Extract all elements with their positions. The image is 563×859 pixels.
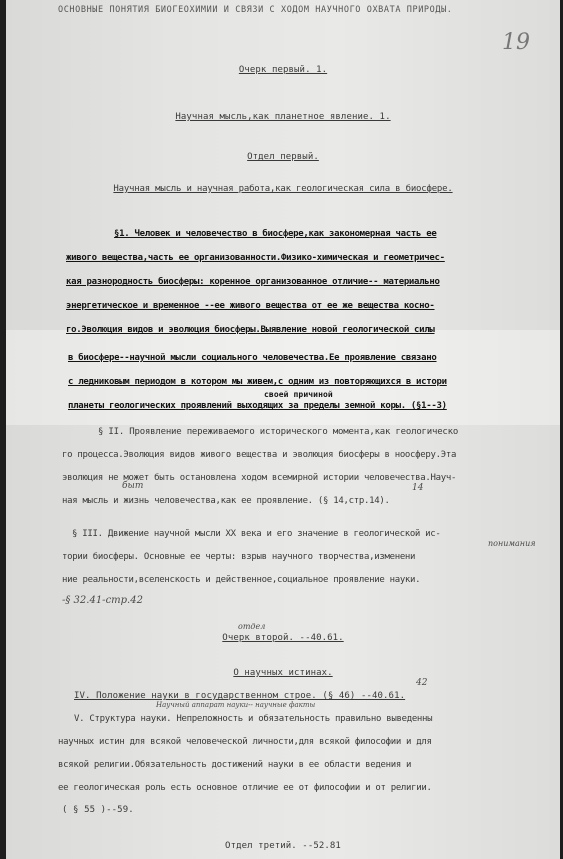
dept1-title: Отдел первый.: [247, 152, 319, 162]
scan-edge-left: [0, 0, 6, 859]
sec2-line: § II. Проявление переживаемого исторического момента,как геологическо: [98, 427, 459, 437]
sec1-line: кая разнородность биосферы: коренное организованное отличие-- материально: [66, 277, 440, 287]
sec2-insert: быт: [122, 481, 144, 491]
sec3-line: § III. Движение научной мысли XX века и его значение в геологической ис-: [72, 529, 441, 539]
document-header: ОСНОВНЫЕ ПОНЯТИЯ БИОГЕОХИМИИ И СВЯЗИ С ХОДОМ НАУЧНОГО ОХВАТА ПРИРОДЫ.: [58, 5, 453, 15]
sec3-line: ние реальности,вселенскость и действенное,социальное проявление науки.: [62, 575, 421, 585]
sec3-line: тории биосферы. Основные ее черты: взрыв научного творчества,изменени: [62, 552, 416, 562]
sec5-line: V. Структура науки. Непреложность и обязательность правильно выведенны: [74, 714, 433, 724]
essay2-subtitle: О научных истинах.: [233, 668, 333, 678]
sec2-line: эволюция не может быть остановлена ходом всемирной истории человечества.Науч-: [62, 473, 457, 483]
page-number: 19: [502, 30, 530, 55]
sec2-line: ная мысль и жизнь человечества,как ее проявление. (§ 14,стр.14).: [62, 496, 390, 506]
essay2-insert: отдел: [238, 622, 266, 631]
dept1-subtitle: Научная мысль и научная работа,как геологическая сила в биосфере.: [113, 184, 453, 194]
sec4-ref: 42: [416, 678, 428, 688]
sec2-line: го процесса.Эволюция видов живого вещества и эволюция биосферы в ноосферу.Эта: [62, 450, 457, 460]
sec1-line: энергетическое и временное --ее живого вещества от ее же вещества косно-: [66, 301, 435, 311]
sec5-line: ее геологическая роль есть основное отличие ее от философии и от религии.: [58, 783, 432, 793]
dept3-title: Отдел третий. --52.81: [225, 841, 341, 851]
sec5-insert: Научный аппарат науки-- научные факты: [156, 701, 316, 709]
sec3-insert: понимания: [488, 539, 536, 548]
sec1-line: с ледниковым периодом в котором мы живем,с одним из повторяющихся в истори: [68, 377, 447, 387]
sec1-line: планеты геологических проявлений выходящих за пределы земной коры. (§1--3): [68, 401, 447, 411]
sec5-line: ( § 55 )--59.: [62, 805, 134, 815]
sec5-line: всякой религии.Обязательность достижений науки в ее области ведения и: [58, 760, 412, 770]
essay2-title: Очерк второй. --40.61.: [222, 633, 344, 643]
sec1-line: §1. Человек и человечество в биосфере,как закономерная часть ее: [114, 229, 437, 239]
sec1-line: в биосфере--научной мысли социального человечества.Ее проявление связано: [68, 353, 437, 363]
sec3-line: -§ 32.41-стр.42: [62, 595, 143, 606]
essay1-title: Очерк первый. 1.: [238, 65, 328, 75]
document-page: [6, 0, 560, 859]
sec2-ref: 14: [412, 483, 424, 493]
essay1-subtitle: Научная мысль,как планетное явление. 1.: [175, 112, 391, 122]
sec1-line: го.Эволюция видов и эволюция биосферы.Выявление новой геологической силы: [66, 325, 435, 335]
sec5-line: научных истин для всякой человеческой личности,для всякой философии и для: [58, 737, 432, 747]
sec1-insert: своей причиной: [264, 390, 333, 399]
sec4-line: IV. Положение науки в государственном строе. (§ 46) --40.61.: [74, 691, 406, 701]
sec1-line: живого вещества,часть ее организованности.Физико-химическая и геометричес-: [66, 253, 445, 263]
